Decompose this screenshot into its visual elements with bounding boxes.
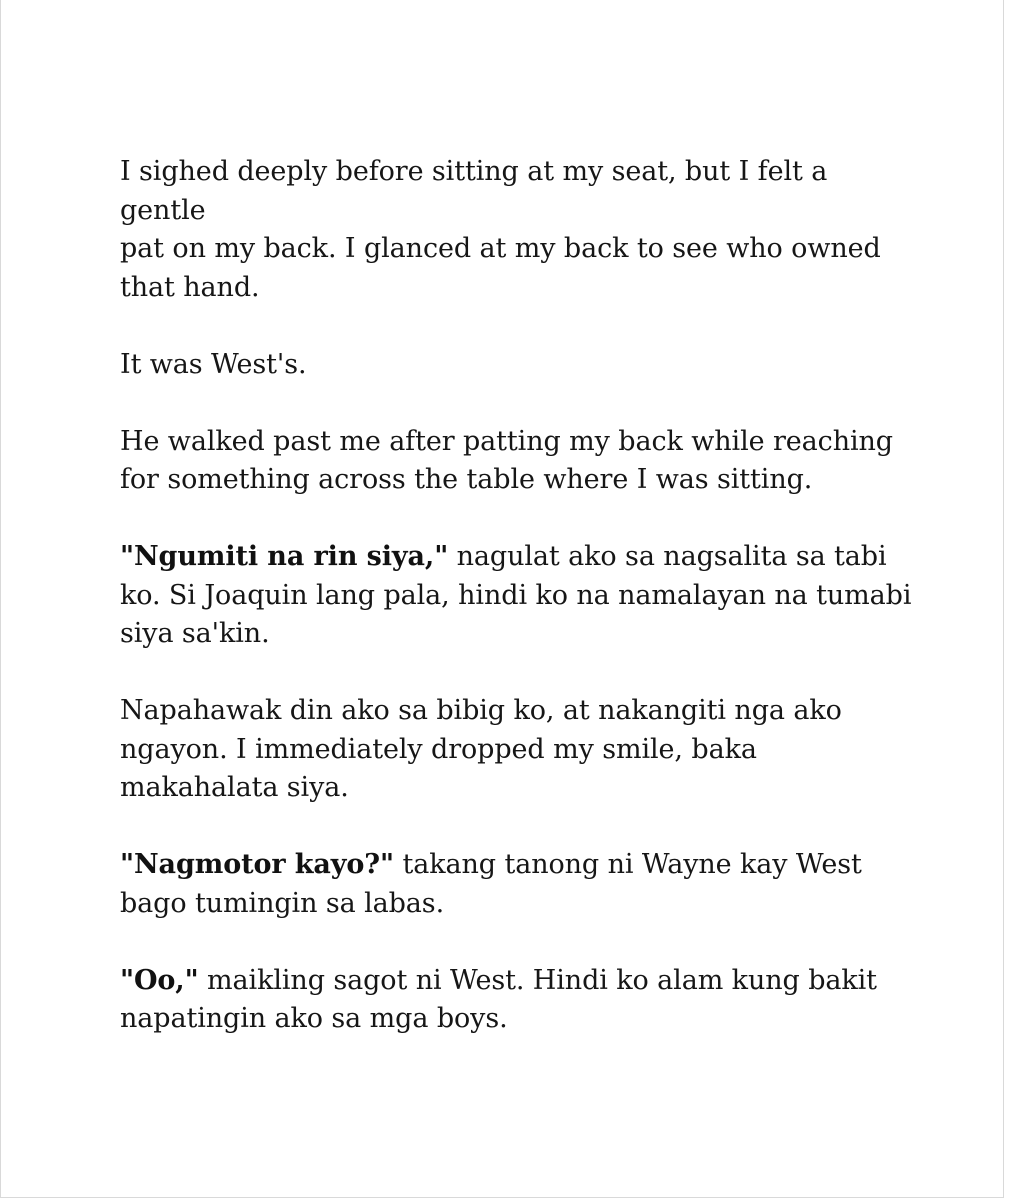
paragraph-line: for something across the table where I was sitting. bbox=[120, 464, 813, 495]
paragraph-line: It was West's. bbox=[120, 348, 307, 380]
paragraph-line: ngayon. I immediately dropped my smile, baka bbox=[120, 733, 757, 765]
paragraph-line: makahalata siya. bbox=[120, 772, 349, 803]
dialogue-quote: "Oo," bbox=[120, 964, 199, 996]
paragraph-line: pat on my back. I glanced at my back to see who owned bbox=[120, 233, 881, 264]
dialogue-quote: "Ngumiti na rin siya," bbox=[120, 541, 449, 572]
paragraph-line: maikling sagot ni West. Hindi ko alam kung bakit bbox=[198, 964, 877, 996]
paragraph-4 bbox=[120, 538, 920, 654]
paragraph-line: Napahawak din ako sa bibig ko, at nakangiti nga ako bbox=[120, 695, 842, 726]
paragraph-line: ko. Si Joaquin lang pala, hindi ko na namalayan na tumabi bbox=[120, 579, 912, 611]
paragraph-5 bbox=[120, 692, 920, 808]
paragraph-line: napatingin ako sa mga boys. bbox=[120, 1003, 508, 1034]
paragraph-3 bbox=[120, 423, 920, 500]
paragraph-1 bbox=[120, 153, 920, 307]
paragraph-line: takang tanong ni Wayne kay West bbox=[394, 849, 862, 880]
paragraph-7 bbox=[120, 962, 920, 1039]
paragraph-line: He walked past me after patting my back while reaching bbox=[120, 425, 893, 457]
dialogue-quote: "Nagmotor kayo?" bbox=[120, 849, 394, 880]
paragraph-6 bbox=[120, 846, 920, 923]
paragraph-line: that hand. bbox=[120, 271, 260, 303]
paragraph-line: bago tumingin sa labas. bbox=[120, 887, 445, 919]
paragraph-line: I sighed deeply before sitting at my seat, but I felt a gentle bbox=[120, 156, 828, 226]
story-text bbox=[120, 153, 920, 1039]
paragraph-line: siya sa'kin. bbox=[120, 618, 270, 649]
paragraph-2 bbox=[120, 346, 920, 385]
paragraph-line: nagulat ako sa nagsalita sa tabi bbox=[448, 541, 887, 572]
